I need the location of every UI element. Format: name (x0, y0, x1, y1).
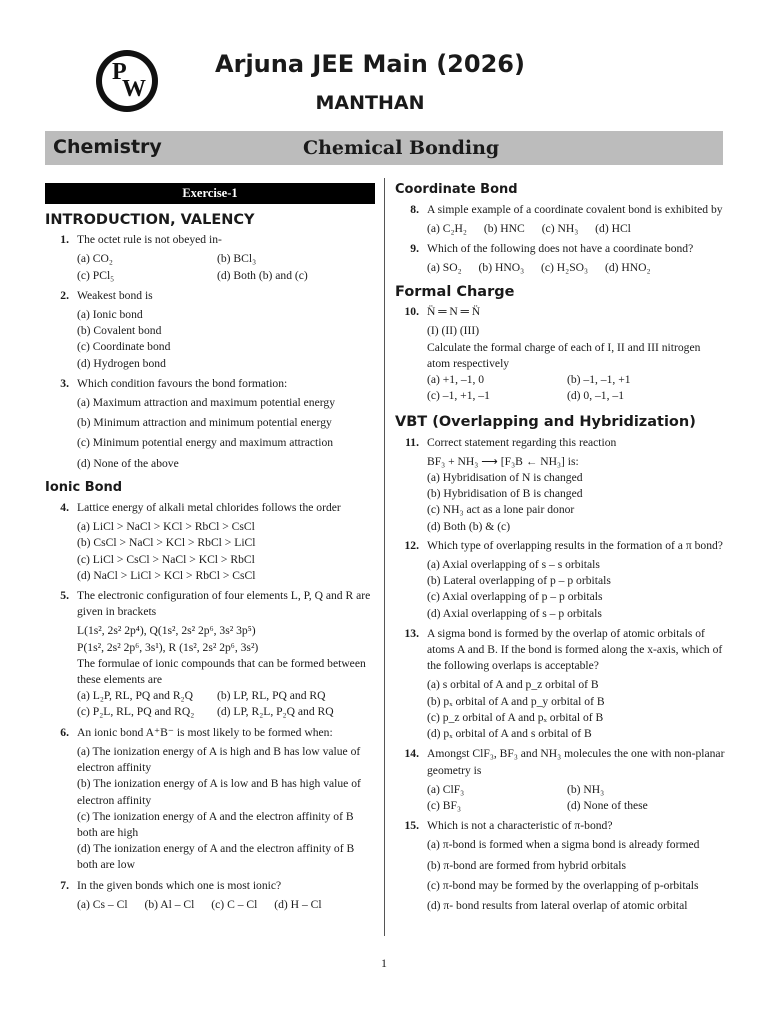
section-heading: Ionic Bond (45, 479, 123, 495)
question-text: Amongst ClF₃, BF₃ and NH₃ molecules the one with non-planar geometry is (427, 747, 725, 777)
question-text: A sigma bond is formed by the overlap of atomic orbitals of atoms A and B. If the bond is formed along the x-axis, which of the following overlaps is acceptable? (427, 626, 723, 673)
pw-logo-mark (102, 56, 152, 106)
question-number: 8. (410, 203, 419, 217)
option-d: (d) Axial overlapping of s – p orbitals (427, 606, 602, 620)
options-row (45, 897, 375, 913)
question-7 (45, 878, 375, 894)
page-subtitle: MANTHAN (315, 92, 425, 114)
question-number: 5. (60, 589, 69, 603)
question-number: 3. (60, 376, 69, 390)
option-b: (b) BCl₃ (217, 252, 257, 266)
option-d: (d) HCl (595, 222, 631, 236)
question-number: 6. (60, 725, 69, 739)
option-d: (d) 0, –1, –1 (567, 389, 624, 403)
question-6 (45, 725, 375, 741)
option-d: (d) None of the above (77, 456, 179, 470)
option-d: (d) NaCl > LiCl > KCl > RbCl > CsCl (77, 568, 256, 582)
question-number: 15. (404, 819, 419, 833)
section-heading: INTRODUCTION, VALENCY (45, 212, 255, 228)
subject-bar (45, 131, 723, 165)
question-text: Which condition favours the bond formation: (77, 376, 288, 390)
question-number: 11. (405, 435, 419, 449)
question-text: The electronic configuration of four elements L, P, Q and R are given in brackets (77, 589, 371, 619)
logo-letter-w: W (122, 76, 146, 102)
structure-labels: (I) (II) (III) (427, 324, 480, 338)
option-a: (a) C₂H₂ (427, 222, 467, 236)
question-text: An ionic bond A⁺B⁻ is most likely to be formed when: (77, 725, 333, 739)
page-title: Arjuna JEE Main (2026) (215, 50, 525, 78)
config-line-2: P(1s², 2s² 2p⁶, 3s¹), R (1s², 2s² 2p⁶, 3s²) (77, 640, 259, 654)
subject-label: Chemistry (53, 136, 162, 158)
question-14 (395, 746, 725, 778)
question-10 (395, 304, 725, 320)
option-b: (b) HNO₃ (478, 260, 525, 274)
option-d: (d) HNO₂ (604, 260, 651, 274)
question-text: Which of the following does not have a coordinate bond? (427, 241, 694, 255)
option-b: (b) pₓ orbital of A and p_y orbital of B (427, 694, 605, 708)
option-c: (c) π-bond may be formed by the overlapping of p-orbitals (427, 878, 699, 892)
option-d: (d) H – Cl (274, 897, 322, 911)
option-a: (a) Ionic bond (77, 308, 143, 322)
option-c: (c) P₂L, RL, PQ and RQ₂ (77, 705, 195, 719)
question-11 (395, 435, 725, 451)
option-d: (d) Both (b) and (c) (217, 268, 308, 282)
question-number: 7. (60, 878, 69, 892)
option-d: (d) Hydrogen bond (77, 356, 166, 370)
question-4 (45, 500, 375, 516)
option-b: (b) Lateral overlapping of p – p orbitals (427, 574, 611, 588)
option-b: (b) LP, RL, PQ and RQ (217, 689, 326, 703)
config-line-1: L(1s², 2s² 2p⁴), Q(1s², 2s² 2p⁶, 3s² 3p⁵) (77, 624, 256, 638)
option-c: (c) Minimum potential energy and maximum attraction (77, 436, 334, 450)
option-c: (c) The ionization energy of A and the electron affinity of B both are high (77, 809, 354, 839)
option-b: (b) Covalent bond (77, 324, 162, 338)
question-9 (395, 241, 725, 257)
option-a: (a) ClF₃ (427, 782, 465, 796)
option-c: (c) LiCl > CsCl > NaCl > KCl > RbCl (77, 552, 255, 566)
options-grid (395, 782, 725, 814)
pw-logo (96, 50, 158, 112)
question-text: Which is not a characteristic of π-bond? (427, 819, 613, 833)
option-c: (c) H₂SO₃ (541, 260, 589, 274)
option-d: (d) LP, R₂L, P₂Q and RQ (217, 705, 334, 719)
logo-letter-p: P (112, 59, 127, 85)
option-c: (c) p_z orbital of A and pₓ orbital of B (427, 710, 604, 724)
option-b: (b) Al – Cl (144, 897, 195, 911)
option-a: (a) Cs – Cl (77, 897, 128, 911)
right-column (395, 180, 725, 914)
question-number: 1. (60, 233, 69, 247)
option-a: (a) +1, –1, 0 (427, 373, 485, 387)
left-column (45, 180, 375, 913)
question-text: Calculate the formal charge of each of I, II and III nitrogen atom respectively (427, 340, 701, 370)
option-c: (c) BF₃ (427, 798, 461, 812)
option-b: (b) π-bond are formed from hybrid orbitals (427, 858, 627, 872)
options-grid (395, 372, 725, 404)
question-number: 13. (404, 626, 419, 640)
option-c: (c) Coordinate bond (77, 340, 171, 354)
option-d: (d) The ionization energy of A and the electron affinity of B both are low (77, 842, 355, 872)
question-text: A simple example of a coordinate covalent bond is exhibited by (427, 203, 723, 217)
structure-formula: N̈ ═ N ═ N̈ (427, 305, 481, 319)
options-grid (45, 688, 375, 720)
column-divider (384, 178, 385, 936)
question-2 (45, 288, 375, 304)
question-number: 10. (404, 305, 419, 319)
question-text: Weakest bond is (77, 288, 153, 302)
question-number: 2. (60, 288, 69, 302)
section-heading: Coordinate Bond (395, 182, 518, 197)
option-d: (d) pₓ orbital of A and s orbital of B (427, 727, 592, 741)
option-c: (c) PCl₅ (77, 268, 115, 282)
question-15 (395, 818, 725, 834)
option-a: (a) LiCl > NaCl > KCl > RbCl > CsCl (77, 520, 255, 534)
question-13 (395, 626, 725, 675)
option-a: (a) s orbital of A and p_z orbital of B (427, 678, 599, 692)
option-b: (b) The ionization energy of A is low and B has high value of electron affinity (77, 777, 361, 807)
option-c: (c) NH₃ act as a lone pair donor (427, 503, 575, 517)
option-a: (a) L₂P, RL, PQ and R₂Q (77, 689, 193, 703)
question-number: 12. (404, 538, 419, 552)
question-number: 9. (410, 241, 419, 255)
option-b: (b) Minimum attraction and minimum potential energy (77, 416, 332, 430)
option-d: (d) Both (b) & (c) (427, 519, 511, 533)
options-row (395, 221, 725, 237)
option-c: (c) –1, +1, –1 (427, 389, 490, 403)
section-heading: VBT (Overlapping and Hybridization) (395, 414, 696, 431)
option-a: (a) CO₂ (77, 252, 113, 266)
option-b: (b) HNC (483, 222, 525, 236)
question-8 (395, 202, 725, 218)
question-text: Lattice energy of alkali metal chlorides follows the order (77, 501, 341, 515)
option-a: (a) SO₂ (427, 260, 462, 274)
option-b: (b) CsCl > NaCl > KCl > RbCl > LiCl (77, 536, 256, 550)
option-c: (c) NH₃ (541, 222, 579, 236)
question-text: The octet rule is not obeyed in- (77, 233, 222, 247)
question-number: 14. (404, 747, 419, 761)
question-1 (45, 232, 375, 248)
option-a: (a) Maximum attraction and maximum potential energy (77, 396, 335, 410)
question-number: 4. (60, 501, 69, 515)
question-5 (45, 588, 375, 620)
section-heading: Formal Charge (395, 284, 515, 301)
option-d: (d) None of these (567, 798, 648, 812)
options-grid (45, 251, 375, 283)
option-a: (a) Axial overlapping of s – s orbitals (427, 558, 600, 572)
option-b: (b) NH₃ (567, 782, 605, 796)
option-c: (c) Axial overlapping of p – p orbitals (427, 590, 603, 604)
page-number: 1 (381, 956, 387, 970)
option-a: (a) The ionization energy of A is high and B has low value of electron affinity (77, 744, 361, 775)
question-text: Which type of overlapping results in the formation of a π bond? (427, 538, 723, 552)
reaction-equation: BF₃ + NH₃ ⟶ [F₃B ← NH₃] is: (427, 454, 579, 468)
option-a: (a) π-bond is formed when a sigma bond is already formed (427, 838, 700, 852)
option-a: (a) Hybridisation of N is changed (427, 471, 583, 485)
option-c: (c) C – Cl (211, 897, 258, 911)
options-row (395, 260, 725, 276)
question-text: Correct statement regarding this reaction (427, 435, 617, 449)
option-d: (d) π- bond results from lateral overlap of atomic orbital (427, 898, 688, 912)
chapter-label: Chemical Bonding (303, 137, 500, 159)
option-b: (b) Hybridisation of B is changed (427, 487, 583, 501)
exercise-banner: Exercise-1 (45, 183, 375, 204)
option-b: (b) –1, –1, +1 (567, 373, 631, 387)
question-12 (395, 538, 725, 554)
question-3 (45, 376, 375, 392)
question-text: In the given bonds which one is most ionic? (77, 878, 282, 892)
config-line-3: The formulae of ionic compounds that can be formed between these elements are (77, 656, 366, 687)
